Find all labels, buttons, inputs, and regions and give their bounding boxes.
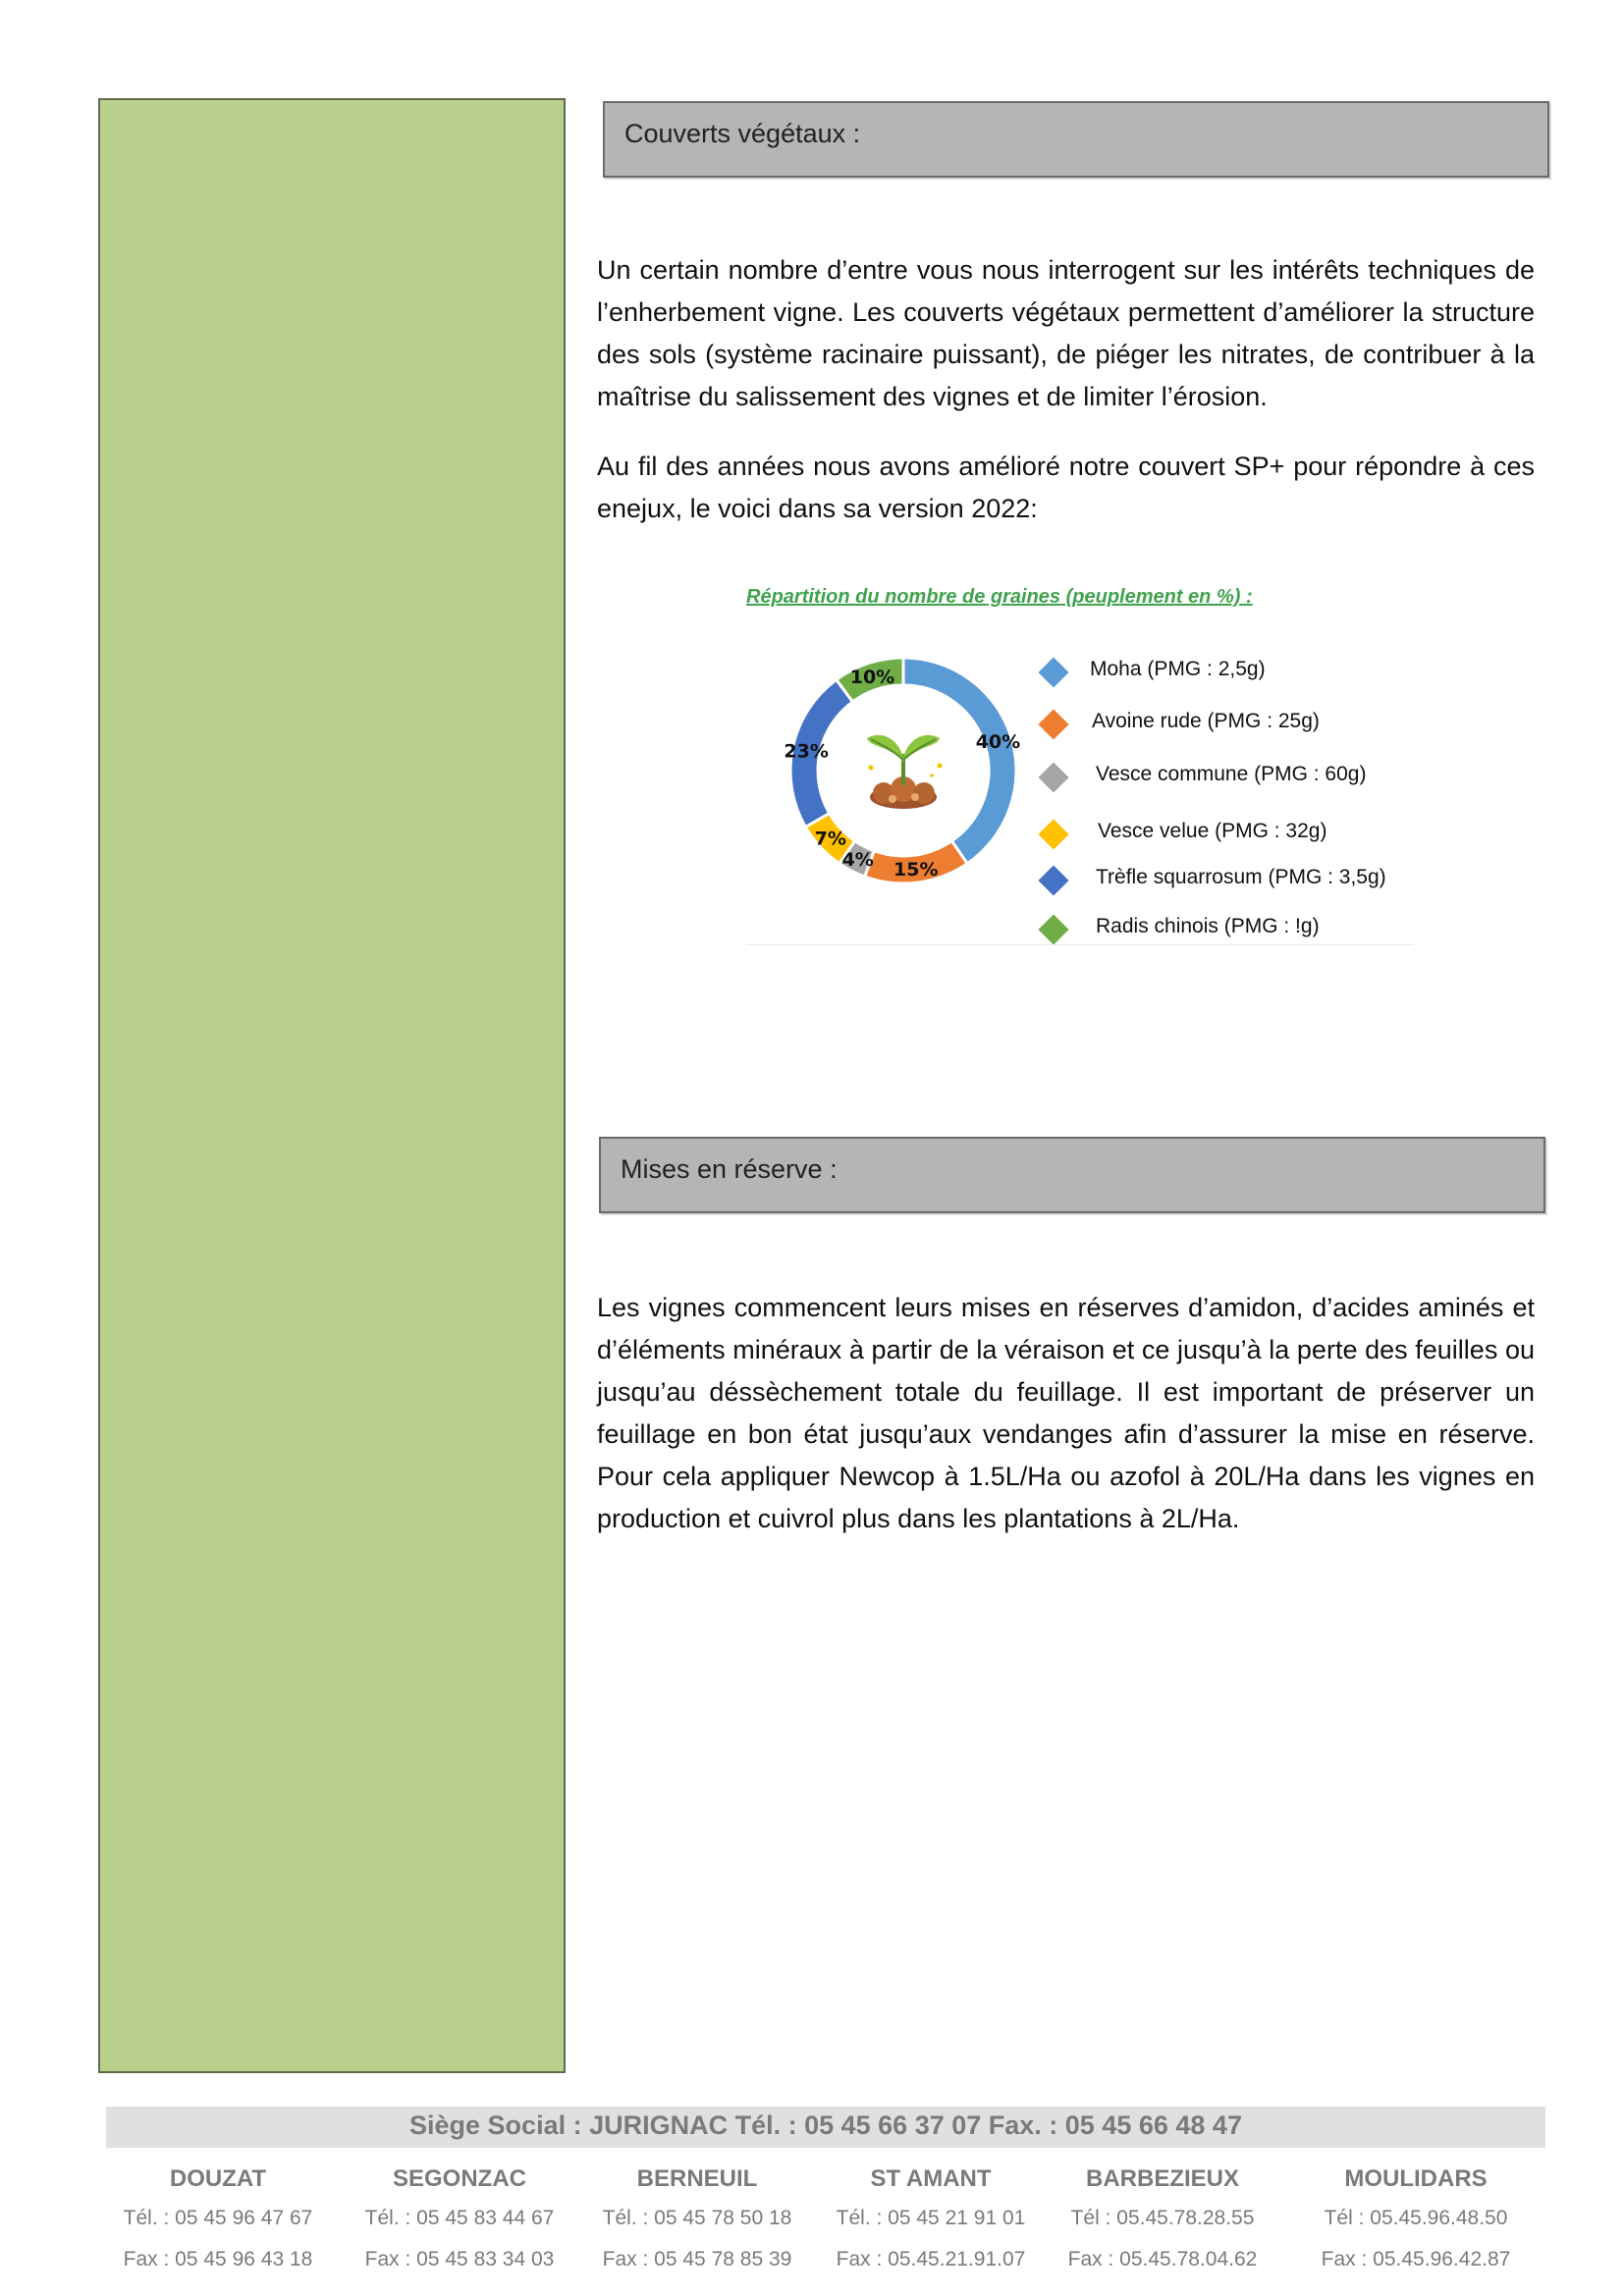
agency-tel: Tél : 05.45.96.48.50 (1324, 2207, 1508, 2229)
agency-tel: Tél. : 05 45 96 47 67 (123, 2207, 313, 2229)
agency-fax: Fax : 05.45.78.04.62 (1067, 2248, 1258, 2270)
agency-tel: Tél : 05.45.78.28.55 (1070, 2207, 1255, 2229)
donut-chart (761, 628, 1046, 913)
section-header-couverts (603, 101, 1549, 178)
chart-title: Répartition du nombre de graines (peuplement en %) : (746, 586, 1253, 608)
green-sidebar (98, 98, 566, 2073)
legend-diamond-icon (1038, 914, 1068, 944)
agency-name: ST AMANT (870, 2165, 992, 2192)
agency-name: SEGONZAC (392, 2165, 526, 2192)
donut-label-5: 10% (849, 667, 895, 689)
paragraph-couverts-1: Un certain nombre d’entre vous nous interrogent sur les intérêts techniques de l’enherbement vigne. Les couverts végétaux permettent d’améliorer la structure des sols (système racinaire puissant), de piéger les nitrates, de contribuer à la maîtrise du salissement des vignes et de limiter l’érosion. (597, 255, 1535, 411)
agency-tel: Tél. : 05 45 83 44 67 (364, 2207, 555, 2229)
donut-label-1: 15% (893, 859, 939, 881)
section-title: Mises en réserve : (621, 1154, 838, 1184)
donut-label-3: 7% (814, 828, 846, 850)
legend-label: Vesce velue (PMG : 32g) (1098, 820, 1327, 842)
legend-label: Radis chinois (PMG : !g) (1096, 915, 1320, 937)
legend-label: Avoine rude (PMG : 25g) (1092, 710, 1320, 732)
paragraph-mises-en-reserve: Les vignes commencent leurs mises en réserves d’amidon, d’acides aminés et d’éléments minéraux à partir de la véraison et ce jusqu’à la perte des feuilles ou jusqu’au déssèchement totale du feuillage. Il est important de préserver un feuillage en bon état jusqu’aux vendanges afin d’assurer la mise en réserve. Pour cela appliquer Newcop à 1.5L/Ha ou azofol à 20L/Ha dans les vignes en production et cuivrol plus dans les plantations à 2L/Ha. (597, 1293, 1535, 1533)
chart-bottom-border (746, 944, 1414, 945)
agency-tel: Tél. : 05 45 78 50 18 (602, 2207, 792, 2229)
paragraph-couverts-2: Au fil des années nous avons amélioré notre couvert SP+ pour répondre à ces enejux, le voici dans sa version 2022: (597, 452, 1535, 523)
donut-label-0: 40% (975, 731, 1021, 754)
agency-fax: Fax : 05.45.96.42.87 (1321, 2248, 1511, 2270)
agency-tel: Tél. : 05 45 21 91 01 (836, 2207, 1026, 2229)
agency-fax: Fax : 05 45 78 85 39 (602, 2248, 792, 2270)
agency-fax: Fax : 05 45 96 43 18 (123, 2248, 313, 2270)
agency-fax: Fax : 05.45.21.91.07 (836, 2248, 1026, 2270)
agency-fax: Fax : 05 45 83 34 03 (364, 2248, 555, 2270)
legend-label: Moha (PMG : 2,5g) (1090, 658, 1266, 680)
agency-name: BARBEZIEUX (1085, 2165, 1239, 2192)
donut-label-4: 23% (784, 740, 829, 763)
donut-label-2: 4% (841, 848, 874, 871)
section-title: Couverts végétaux : (624, 119, 861, 148)
footer-head-office: Siège Social : JURIGNAC Tél. : 05 45 66 37 07 Fax. : 05 45 66 48 47 (409, 2110, 1242, 2140)
legend-label: Vesce commune (PMG : 60g) (1096, 763, 1367, 785)
agency-name: DOUZAT (169, 2165, 267, 2192)
agency-name: BERNEUIL (636, 2165, 758, 2192)
donut-slice-0 (903, 658, 1016, 864)
agency-name: MOULIDARS (1344, 2165, 1488, 2192)
section-header-mises-en-reserve (599, 1137, 1545, 1213)
sprout-icon (867, 735, 943, 809)
legend-label: Trèfle squarrosum (PMG : 3,5g) (1096, 866, 1386, 888)
